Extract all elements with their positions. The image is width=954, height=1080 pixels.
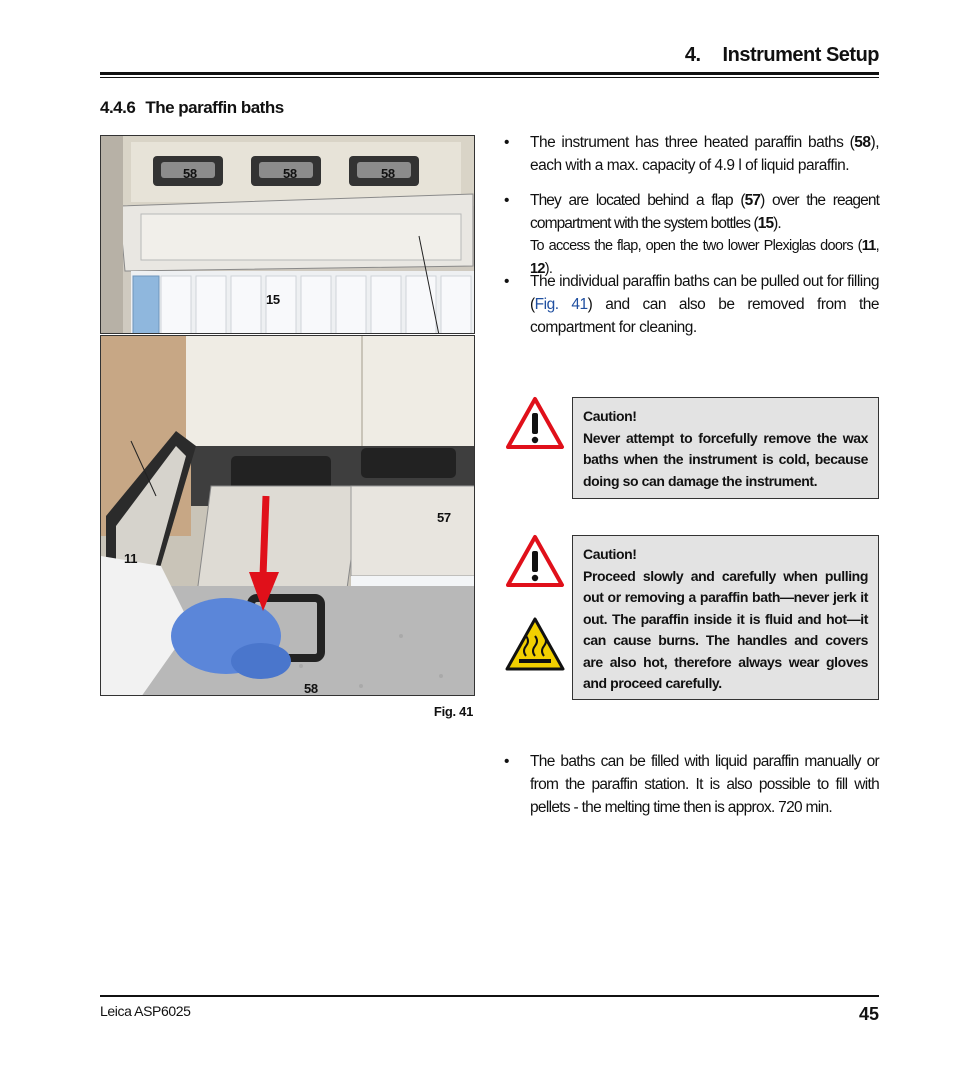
figure-caption: Fig. 41: [433, 704, 473, 719]
bullet-text: [530, 270, 879, 339]
callout-11: 11: [124, 551, 138, 566]
callout-58-right: 58: [381, 166, 395, 181]
note-ref-12: 12: [530, 261, 545, 277]
caution-title: Caution!: [583, 546, 637, 562]
note-separator: ,: [875, 238, 879, 254]
bullet-text-part: The individual paraffin baths can be pulled out for filling (: [530, 273, 879, 313]
chapter-number: 4.: [684, 44, 701, 66]
header-rule-thin: [100, 77, 879, 78]
bullet-text-part: ) over the reagent compartment with the system bottles (: [530, 192, 880, 232]
photo-paraffin-baths-open-flap: [100, 135, 475, 334]
section-number: 4.4.6: [100, 98, 136, 117]
footer-product: Leica ASP6025: [100, 1003, 191, 1019]
callout-58-left: 58: [183, 166, 197, 181]
caution-text: Proceed slowly and carefully when pulling out or removing a paraffin bath—never jerk it out. The paraffin inside it is fluid and hot—it can cause burns. The handles and covers are also hot, therefore always wear gloves and proceed carefully.: [583, 567, 868, 691]
hot-surface-icon: [504, 616, 566, 672]
section-title-text: The paraffin baths: [145, 98, 284, 117]
figure-link[interactable]: Fig. 41: [534, 296, 588, 313]
bullet-ref-58: 58: [854, 134, 871, 151]
footer-rule: [100, 995, 879, 997]
chapter-title: Instrument Setup: [722, 44, 879, 66]
bullet-text-part: ).: [773, 215, 781, 232]
note-text-part: To access the flap, open the two lower Plexiglas doors (: [530, 238, 862, 254]
photo-bottom-illustration: [101, 336, 475, 696]
bullet-text: The baths can be filled with liquid paraffin manually or from the paraffin station. It is also possible to fill with pellets - the melting time then is approx. 720 min.: [530, 753, 879, 816]
callout-57: 57: [437, 510, 451, 525]
header-rule: [100, 72, 879, 75]
bullet-pull-out-baths: [504, 270, 879, 339]
bullet-dot: •: [504, 753, 509, 770]
warning-triangle-icon: [505, 396, 565, 450]
caution-title: Caution!: [583, 408, 637, 424]
bullet-text-part: They are located behind a flap (: [530, 192, 745, 209]
caution-text: Never attempt to forcefully remove the wax baths when the instrument is cold, because doing so can damage the instrument.: [583, 429, 868, 489]
bullet-text-part: ) and can also be removed from the compartment for cleaning.: [530, 296, 879, 336]
warning-triangle-icon: [505, 534, 565, 588]
bullet-dot: •: [504, 273, 509, 290]
bullet-dot: •: [504, 192, 509, 209]
figure-41: [100, 135, 475, 696]
bullet-ref-57: 57: [744, 192, 761, 209]
bullet-ref-15: 15: [757, 215, 774, 232]
bullet-text-part: The instrument has three heated paraffin baths (: [530, 134, 855, 151]
photo-bath-pulled-out: [100, 335, 475, 696]
bullet-paraffin-baths-capacity: [504, 131, 879, 177]
callout-58-pulled: 58: [304, 681, 318, 696]
chapter-heading: [685, 44, 879, 67]
bullet-filling-options: [504, 750, 879, 819]
caution-box-cold-removal: [572, 397, 879, 499]
page-number: 45: [858, 1004, 879, 1024]
section-title: [100, 98, 284, 118]
note-ref-11: 11: [861, 238, 876, 254]
caution-box-hot-paraffin: [572, 535, 879, 700]
bullet-text-part: ), each with a max. capacity of 4.9 l of liquid paraffin.: [530, 134, 879, 174]
note-text-part: ).: [544, 261, 553, 277]
bullet-flap-location: [504, 189, 879, 281]
bullet-dot: •: [504, 134, 509, 151]
bullet-text: [530, 189, 879, 281]
bullet-text: [530, 131, 879, 177]
callout-58-middle: 58: [283, 166, 297, 181]
callout-15: 15: [266, 292, 280, 307]
